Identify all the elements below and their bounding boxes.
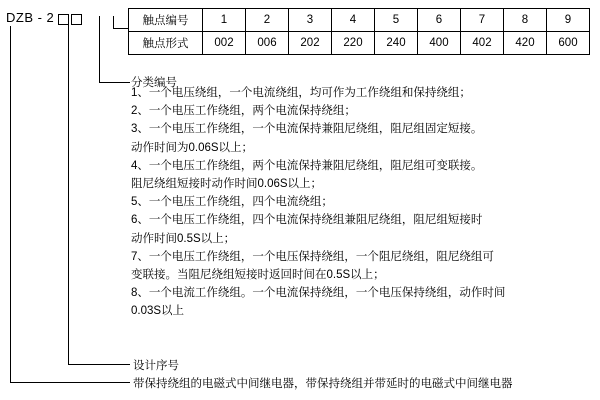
row-header: 触点编号 — [129, 9, 203, 32]
table-cell: 220 — [332, 32, 375, 55]
list-item: 1、一个电压绕组，一个电流绕组，均可作为工作绕组和保持绕组； — [131, 87, 471, 99]
list-item: 2、一个电压工作绕组，两个电流保持绕组； — [131, 105, 356, 118]
contact-table — [128, 8, 590, 55]
option-box-2 — [71, 14, 82, 25]
model-code-text: DZB - 2 — [6, 10, 55, 25]
table-cell: 202 — [289, 32, 332, 55]
leader-line-description-vertical — [10, 26, 11, 382]
table-cell: 6 — [418, 9, 461, 32]
table-cell: 2 — [246, 9, 289, 32]
contact-table-wrapper — [128, 8, 590, 55]
table-cell: 9 — [547, 9, 590, 32]
list-item: 7、一个电压工作绕组，一个电压保持绕组，一个阻尼绕组，阻尼绕组可 — [131, 250, 494, 263]
design-serial-label: 设计序号 — [133, 360, 179, 372]
table-cell: 240 — [375, 32, 418, 55]
list-item: 阻尼绕组短接时动作时间0.06S以上； — [131, 178, 323, 191]
table-row — [129, 9, 590, 32]
list-item: 8、一个电流工作绕组。一个电流保持绕组，一个电压保持绕组，动作时间 — [131, 287, 506, 300]
classification-title: 分类编号 — [131, 77, 177, 89]
list-item: 0.03S以上 — [131, 305, 185, 318]
table-cell: 5 — [375, 9, 418, 32]
description-label: 带保持绕组的电磁式中间继电器，带保持绕组并带延时的电磁式中间继电器 — [133, 378, 513, 390]
list-item: 动作时间0.5S以上； — [131, 232, 236, 245]
table-cell: 006 — [246, 32, 289, 55]
leader-line-table-vertical — [113, 16, 114, 28]
table-cell: 002 — [203, 32, 246, 55]
classification-list — [131, 84, 505, 321]
leader-line-classification-vertical — [99, 16, 100, 82]
table-cell: 3 — [289, 9, 332, 32]
table-cell: 4 — [332, 9, 375, 32]
table-cell: 7 — [461, 9, 504, 32]
leader-line-description-horizontal — [10, 382, 130, 383]
leader-line-design-serial-horizontal — [68, 364, 130, 365]
model-code — [6, 10, 82, 26]
table-cell: 420 — [504, 32, 547, 55]
list-item: 动作时间为0.06S以上； — [131, 141, 254, 154]
table-cell: 400 — [418, 32, 461, 55]
table-cell: 402 — [461, 32, 504, 55]
list-item: 变联接。当阻尼绕组短接时返回时间在0.5S以上； — [131, 269, 385, 282]
list-item: 6、一个电压工作绕组，四个电流保持绕组兼阻尼绕组，阻尼组短接时 — [131, 214, 483, 227]
list-item: 4、一个电压工作绕组，两个电流保持兼阻尼绕组，阻尼组可变联接。 — [131, 159, 483, 172]
leader-line-design-serial-vertical — [68, 20, 69, 364]
row-header: 触点形式 — [129, 32, 203, 55]
list-item: 3、一个电压工作绕组，一个电流保持兼阻尼绕组，阻尼组固定短接。 — [131, 123, 483, 136]
table-cell: 8 — [504, 9, 547, 32]
list-item: 5、一个电压工作绕组，四个电流绕组； — [131, 196, 333, 209]
table-cell: 600 — [547, 32, 590, 55]
leader-line-table-horizontal — [113, 28, 129, 29]
table-cell: 1 — [203, 9, 246, 32]
leader-line-classification-horizontal — [99, 82, 130, 83]
table-row — [129, 32, 590, 55]
model-code-boxes — [56, 11, 82, 26]
